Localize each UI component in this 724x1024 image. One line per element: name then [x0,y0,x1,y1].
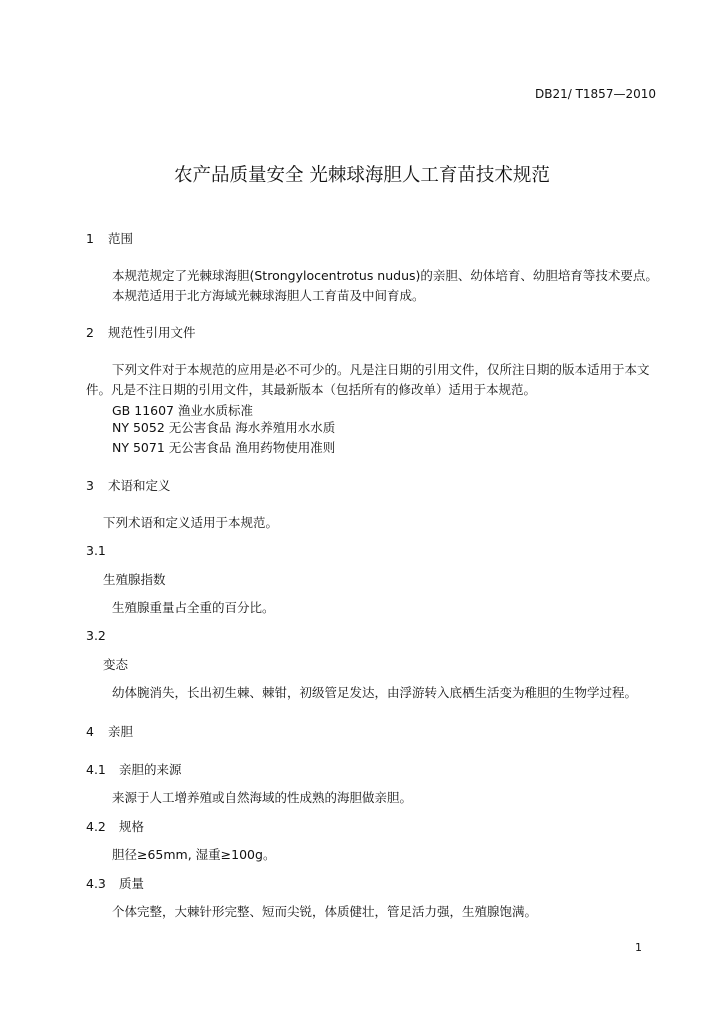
section-number: 3 [86,478,94,493]
subsection-heading [86,819,144,835]
section-title: 亲胆 [108,724,134,739]
reference-item: NY 5071 无公害食品 渔用药物使用准则 [112,440,336,455]
term-number: 3.1 [86,543,106,558]
paragraph: 来源于人工增养殖或自然海域的性成熟的海胆做亲胆。 [112,790,413,805]
term-number: 3.2 [86,628,106,643]
section-title: 范围 [108,231,134,246]
subsection-title: 规格 [119,819,145,834]
paragraph: 本规范规定了光棘球海胆(Strongylocentrotus nudus)的亲胆、幼体培育、幼胆培育等技术要点。 [112,268,658,283]
term-name: 变态 [103,657,129,672]
term-name: 生殖腺指数 [103,572,166,587]
subsection-heading [86,876,144,892]
section-1-heading [86,231,133,247]
page-number: 1 [635,941,642,954]
section-title: 术语和定义 [108,478,171,493]
subsection-heading [86,762,182,778]
term-definition: 幼体腕消失，长出初生棘、棘钳，初级管足发达，由浮游转入底栖生活变为稚胆的生物学过程。 [112,685,638,700]
document-title: 农产品质量安全 光棘球海胆人工育苗技术规范 [174,165,550,186]
section-3-heading [86,478,171,494]
subsection-title: 亲胆的来源 [119,762,182,777]
document-code: DB21/ T1857—2010 [534,87,656,101]
paragraph: 本规范适用于北方海域光棘球海胆人工育苗及中间育成。 [112,288,425,303]
paragraph: 下列术语和定义适用于本规范。 [103,515,279,530]
subsection-number: 4.1 [86,762,106,777]
section-2-heading [86,325,196,341]
reference-item: GB 11607 渔业水质标准 [112,403,253,418]
paragraph: 胆径≥65mm, 湿重≥100g。 [112,847,276,862]
subsection-number: 4.3 [86,876,106,891]
section-4-heading [86,724,133,740]
subsection-number: 4.2 [86,819,106,834]
subsection-title: 质量 [119,876,145,891]
section-number: 2 [86,325,94,340]
reference-item: NY 5052 无公害食品 海水养殖用水水质 [112,420,336,435]
section-title: 规范性引用文件 [108,325,196,340]
section-number: 1 [86,231,94,246]
section-number: 4 [86,724,94,739]
term-definition: 生殖腺重量占全重的百分比。 [112,600,275,615]
paragraph: 个体完整，大棘针形完整、短而尖锐，体质健壮，管足活力强，生殖腺饱满。 [112,904,538,919]
paragraph: 下列文件对于本规范的应用是必不可少的。凡是注日期的引用文件，仅所注日期的版本适用于本文件。凡是不注日期的引用文件，其最新版本（包括所有的修改单）适用于本规范。 [86,362,650,397]
